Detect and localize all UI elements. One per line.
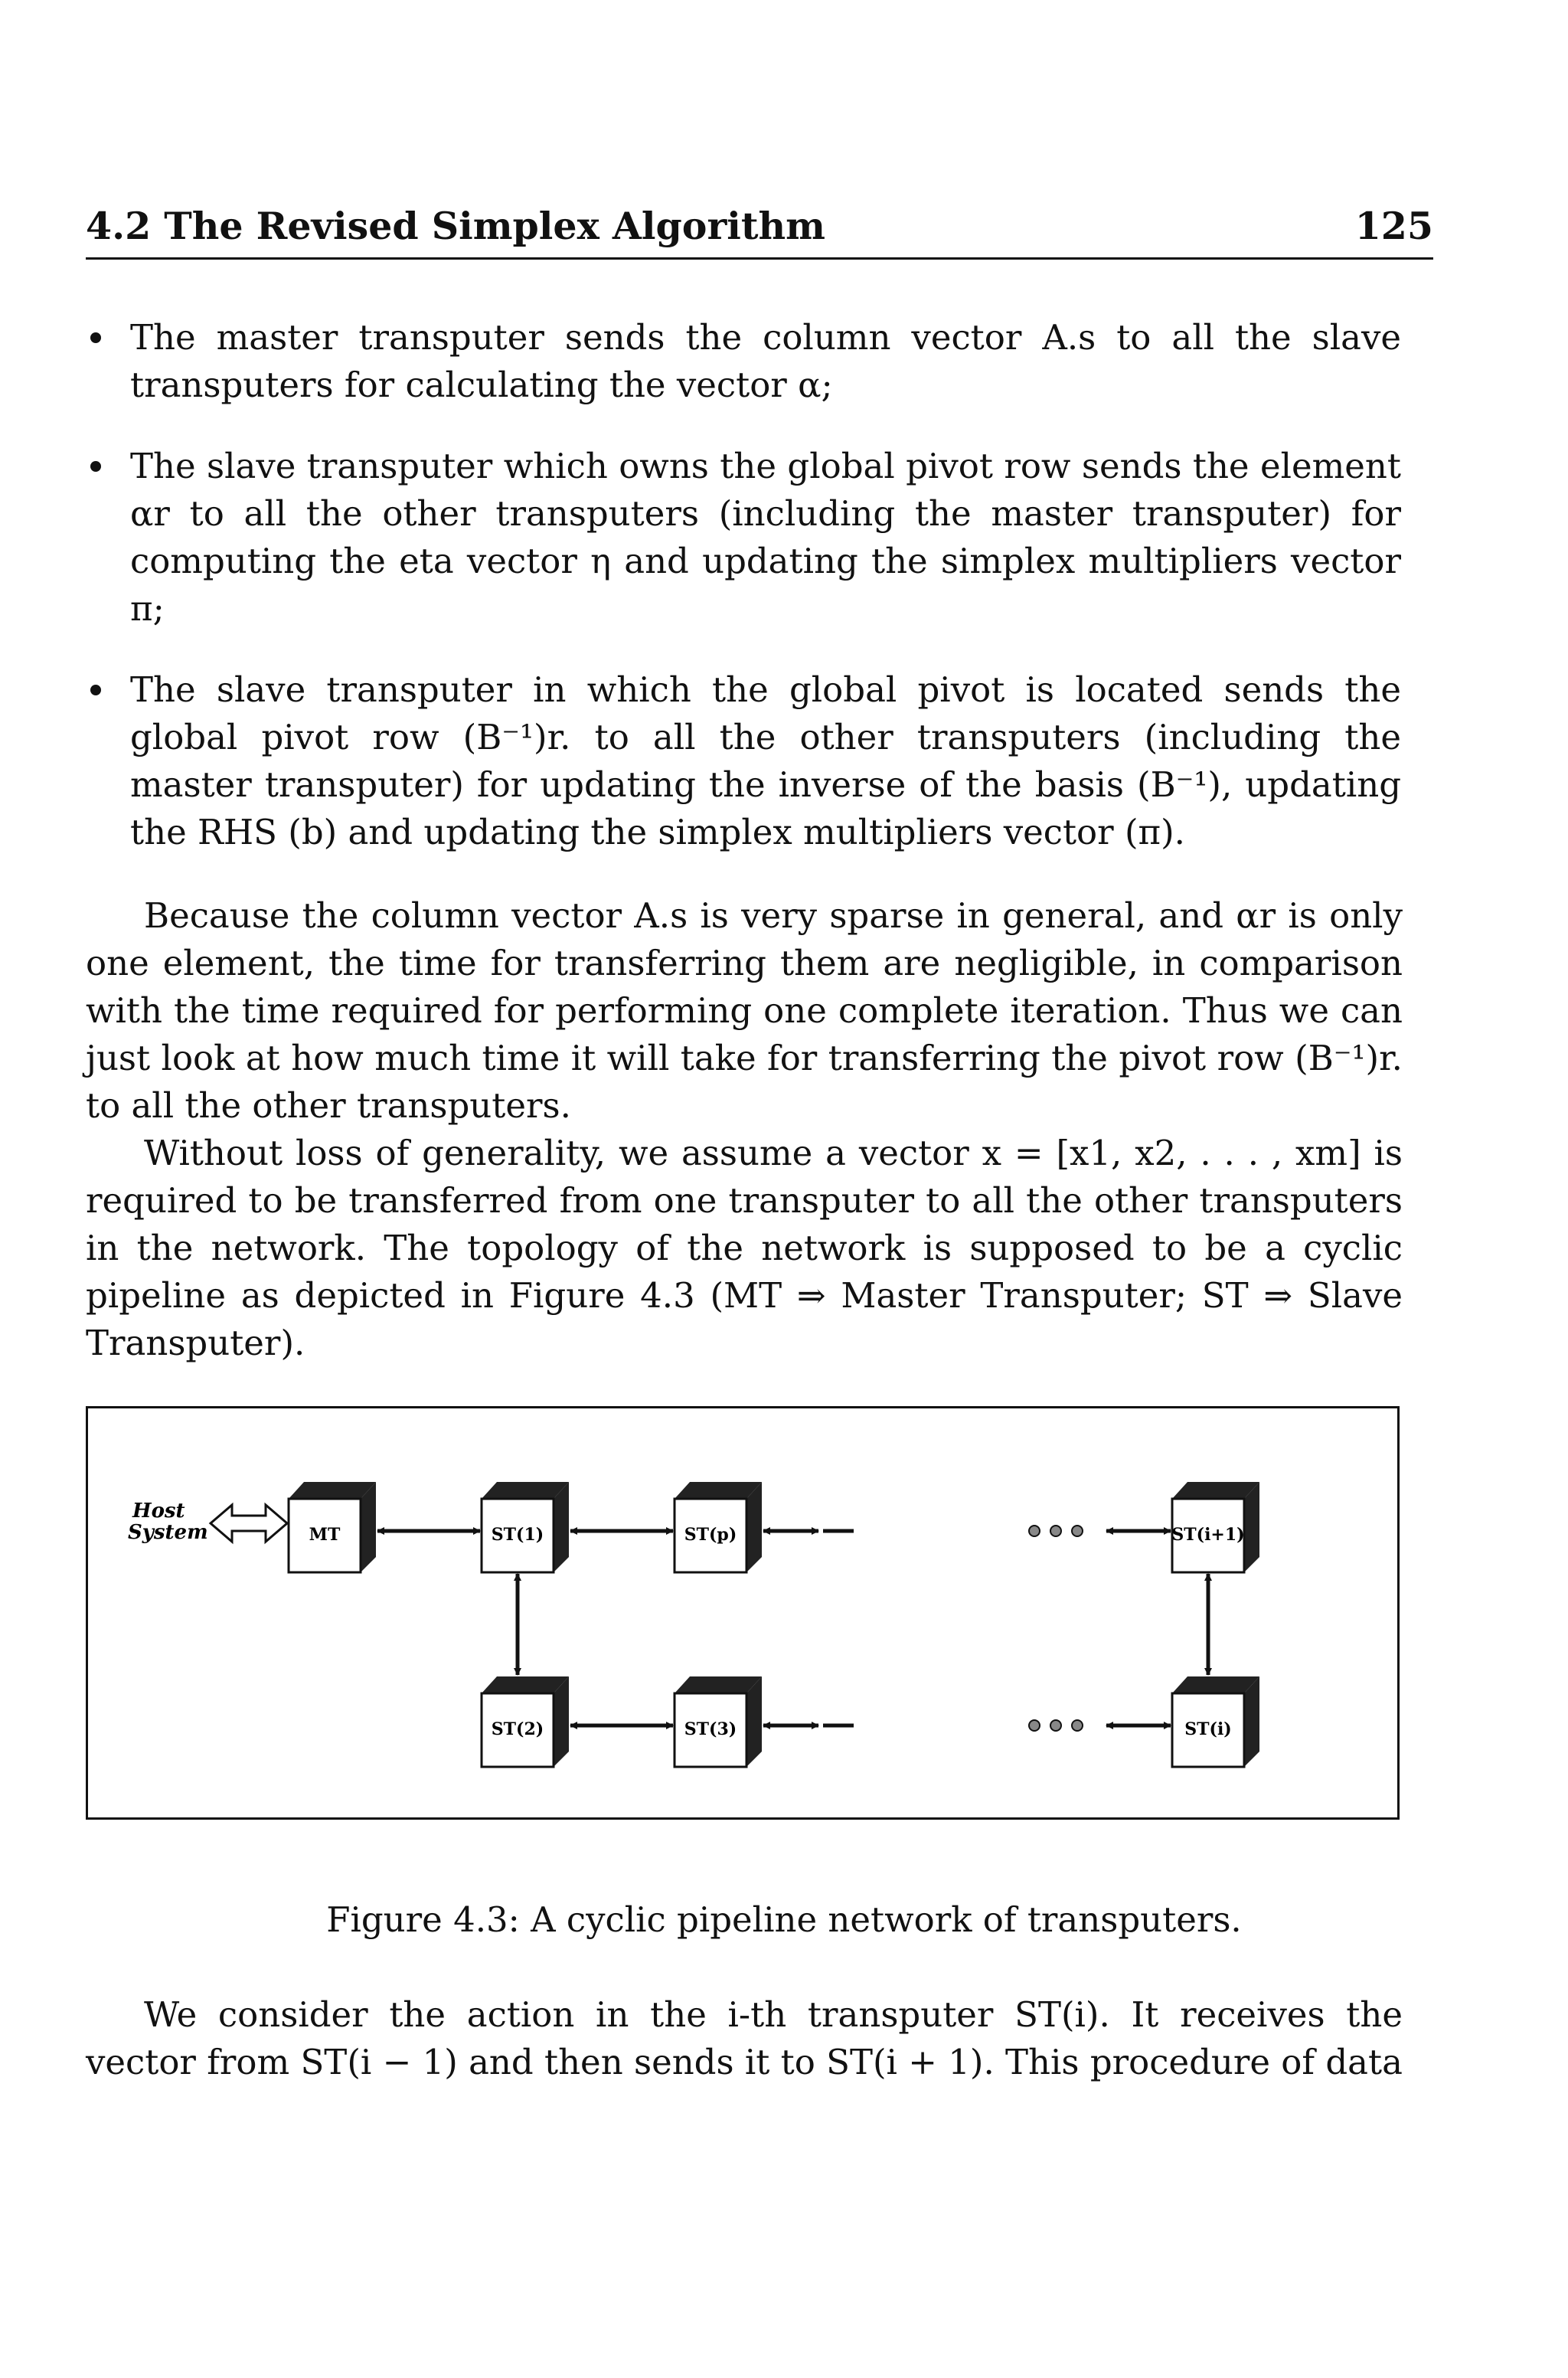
paragraph-text: Without loss of generality, we assume a vector x = [x1, x2, . . . , xm] is required to be transferred from one transputer to all the other transputers in the network. The topology of the network is supposed to be a cyclic pipeline as depicted in Figure 4.3 (MT ⇒ Master Transputer; ST ⇒ Slave Transputer).: [86, 1133, 1403, 1363]
host-link-double-arrow-icon: [211, 1505, 287, 1542]
bullet-item: [130, 666, 1401, 856]
paragraph-text: We consider the action in the i-th transputer ST(i). It receives the vector from ST(i − 1) and then sends it to ST(i + 1). This procedure of data: [86, 1994, 1403, 2082]
paragraph: [86, 1130, 1403, 1367]
node-label: MT: [309, 1525, 341, 1545]
bullet-text: The slave transputer which owns the global pivot row sends the element αr to all the other transputers (including the master transputer) for computing the eta vector η and updating the simplex multipliers vector π;: [130, 446, 1401, 629]
bullet-dot-icon: [90, 461, 101, 472]
node-sti1: [1171, 1482, 1259, 1572]
page-number: 125: [1354, 204, 1433, 248]
ellipsis-dot-icon: [1050, 1526, 1061, 1536]
host-label: System: [128, 1521, 208, 1544]
bullet-item: [130, 314, 1401, 409]
paragraph: [86, 892, 1403, 1130]
node-label: ST(2): [491, 1719, 544, 1739]
ellipsis-dot-icon: [1072, 1526, 1083, 1536]
node-label: ST(i): [1184, 1719, 1232, 1739]
bullet-item: [130, 443, 1401, 633]
bullet-dot-icon: [90, 332, 101, 343]
ellipsis-dot-icon: [1072, 1720, 1083, 1731]
node-label: ST(3): [684, 1719, 737, 1739]
ellipsis-dot-icon: [1029, 1720, 1040, 1731]
node-st3: [675, 1676, 762, 1767]
node-st1: [482, 1482, 569, 1572]
ellipsis-dot-icon: [1050, 1720, 1061, 1731]
figure-caption: Figure 4.3: A cyclic pipeline network of transputers.: [326, 1899, 1242, 1940]
node-label: ST(1): [491, 1525, 544, 1545]
node-stp: [675, 1482, 762, 1572]
pipeline-diagram: [88, 1408, 1397, 1817]
bullet-list: [130, 314, 1401, 890]
figure-frame: [86, 1406, 1400, 1820]
paragraph-text: Because the column vector A.s is very sparse in general, and αr is only one element, the time for transferring them are negligible, in comparison with the time required for performing one complete iteration. Thus we can just look at how much time it will take for transferring the pivot row (B⁻¹)r. to all the other transputers.: [86, 895, 1403, 1126]
section-title: 4.2 The Revised Simplex Algorithm: [86, 204, 825, 248]
bullet-text: The slave transputer in which the global pivot is located sends the global pivot row (B⁻¹)r. to all the other transputers (including the master transputer) for updating the inverse of the basis (B⁻¹), updating the RHS (b) and updating the simplex multipliers vector (π).: [130, 669, 1401, 852]
ellipsis-dot-icon: [1029, 1526, 1040, 1536]
node-sti: [1172, 1676, 1259, 1767]
node-label: ST(p): [684, 1525, 737, 1545]
node-label: ST(i+1): [1171, 1525, 1245, 1545]
host-label: Host: [132, 1500, 185, 1523]
node-mt: [289, 1482, 376, 1572]
running-header: [86, 201, 1433, 260]
paragraph: [86, 1991, 1403, 2086]
bullet-text: The master transputer sends the column vector A.s to all the slave transputers for calculating the vector α;: [130, 317, 1401, 405]
bullet-dot-icon: [90, 685, 101, 695]
node-st2: [482, 1676, 569, 1767]
